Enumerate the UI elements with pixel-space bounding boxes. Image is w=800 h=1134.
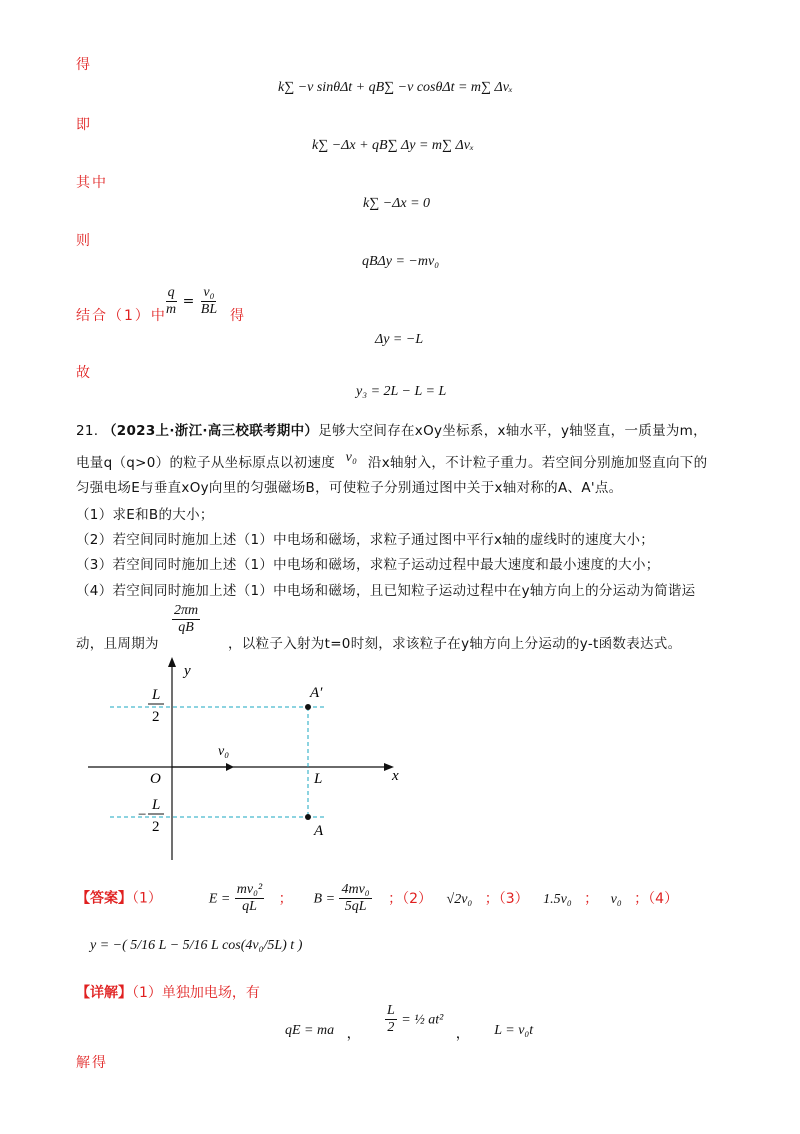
- detail-line: [76, 982, 260, 1002]
- velocity-arrow-head: [226, 763, 234, 771]
- answer-e-num: mv₀²: [236, 882, 263, 897]
- period-num: 2πm: [174, 603, 199, 618]
- point-a: [305, 814, 311, 820]
- answer-y-expression: y = −( 5/16 L − 5/16 L cos(4v₀/5L) t ): [90, 938, 303, 953]
- equation-6: y₃ = 2L − L = L: [356, 384, 447, 399]
- half-l-bot-den: 2: [152, 819, 160, 835]
- label-jiehe: 结合（1）中: [76, 308, 167, 324]
- question-4-cont-pre: 动，且周期为: [76, 636, 159, 652]
- label-ji: 即: [76, 117, 92, 133]
- detail-eq-a: qE = ma: [285, 1022, 335, 1038]
- answer-b-den: 5qL: [344, 899, 367, 914]
- answer-part-4: ；（4）: [634, 890, 679, 907]
- problem-line-2: [76, 451, 707, 472]
- label-de: 得: [76, 57, 92, 73]
- question-2: （2）若空间同时施加上述（1）中电场和磁场，求粒子通过图中平行x轴的虚线时的速度大小；: [76, 532, 655, 548]
- half-l-top-num: L: [152, 687, 161, 703]
- label-de-2: 得: [230, 308, 246, 324]
- label-gu: 故: [76, 365, 92, 381]
- detail-tag: 【详解】: [76, 985, 132, 1001]
- answer-e-fraction: [235, 882, 264, 915]
- label-qizhong: 其中: [76, 175, 108, 191]
- problem-source: （2023上·浙江·高三校联考期中）: [102, 423, 319, 439]
- x-axis-label: x: [392, 768, 399, 784]
- detail-eq-b-den: 2: [387, 1020, 395, 1035]
- answer-vmax: 1.5v₀: [543, 891, 572, 907]
- equation-4: qBΔy = −mv₀: [362, 254, 440, 269]
- detail-eq-b-num: L: [387, 1003, 395, 1018]
- answer-line: [76, 882, 678, 915]
- v0-symbol: v₀: [345, 450, 358, 465]
- problem-number: 21.: [76, 423, 99, 439]
- coordinate-diagram: [80, 655, 420, 865]
- answer-sep-1: ；: [278, 890, 293, 907]
- l-label: L: [314, 771, 323, 787]
- answer-part-1: （1）: [132, 890, 162, 907]
- question-1: （1）求E和B的大小；: [76, 507, 214, 523]
- detail-comma-1: ，: [346, 1025, 361, 1042]
- frac-q-den: m: [166, 302, 177, 317]
- a-label: A: [314, 823, 324, 839]
- detail-text: （1）单独加电场，有: [132, 985, 260, 1001]
- problem-line-1: [76, 419, 707, 439]
- answer-e-lhs: E =: [208, 891, 231, 907]
- problem-line-3: 匀强电场E与垂直xOy向里的匀强磁场B，可使粒子分别通过图中关于x轴对称的A、A'点。: [76, 480, 623, 496]
- answer-vmin: v₀: [610, 891, 622, 907]
- frac-q-num: q: [167, 285, 175, 300]
- detail-equations: [285, 1003, 534, 1042]
- period-fraction: [172, 603, 200, 636]
- ratio-formula: [164, 285, 219, 318]
- half-l-top-den: 2: [152, 709, 160, 725]
- equation-3: k∑ −Δx = 0: [363, 196, 431, 211]
- problem-line-2a: 电量q（q>0）的粒子从坐标原点以初速度: [76, 455, 336, 471]
- detail-eq-c: L = v₀t: [494, 1022, 534, 1038]
- problem-line-2b: 沿x轴射入，不计粒子重力。若空间分别施加竖直向下的: [367, 455, 708, 471]
- frac-equals: =: [182, 293, 195, 310]
- answer-part-2: ；（2）: [388, 890, 433, 907]
- answer-v2: √2v₀: [446, 891, 473, 907]
- detail-eq-b-rhs: = ½ at²: [401, 1012, 444, 1028]
- answer-part-3: ；（3）: [484, 890, 529, 907]
- period-den: qB: [178, 620, 194, 635]
- question-3: （3）若空间同时施加上述（1）中电场和磁场，求粒子运动过程中最大速度和最小速度的大小；: [76, 557, 660, 573]
- equation-2: k∑ −Δx + qB∑ Δy = m∑ Δvₓ: [312, 138, 474, 153]
- detail-eq-b-frac: [385, 1003, 397, 1036]
- half-l-bot-num: L: [152, 797, 161, 813]
- question-4-cont-post: ，以粒子入射为t=0时刻，求该粒子在y轴方向上分运动的y-t函数表达式。: [228, 636, 682, 652]
- frac-v-num: v₀: [203, 285, 215, 300]
- frac-v-den: BL: [200, 302, 218, 317]
- question-4: （4）若空间同时施加上述（1）中电场和磁场，且已知粒子运动过程中在y轴方向上的分运动为简谐运: [76, 583, 696, 599]
- label-ze: 则: [76, 233, 92, 249]
- v0-label: v₀: [218, 744, 230, 759]
- half-l-bot-sign: −: [138, 807, 147, 823]
- answer-e-den: qL: [242, 899, 257, 914]
- equation-5: Δy = −L: [375, 332, 424, 347]
- answer-sep-2: ；: [584, 890, 599, 907]
- y-axis-label: y: [184, 663, 191, 679]
- detail-comma-2: ，: [455, 1025, 470, 1042]
- answer-b-num: 4mv₀: [341, 882, 370, 897]
- a-prime-label: A′: [310, 685, 323, 701]
- y-axis-arrow: [168, 657, 176, 667]
- problem-line-1-text: 足够大空间存在xOy坐标系，x轴水平，y轴竖直，一质量为m，: [318, 423, 707, 439]
- detail-solve-label: 解得: [76, 1055, 108, 1071]
- answer-b-lhs: B =: [313, 891, 336, 907]
- answer-b-fraction: [339, 882, 371, 915]
- point-a-prime: [305, 704, 311, 710]
- answer-tag: 【答案】: [76, 890, 132, 907]
- origin-label: O: [150, 771, 161, 787]
- equation-1: k∑ −v sinθΔt + qB∑ −v cosθΔt = m∑ Δvₓ: [278, 80, 513, 95]
